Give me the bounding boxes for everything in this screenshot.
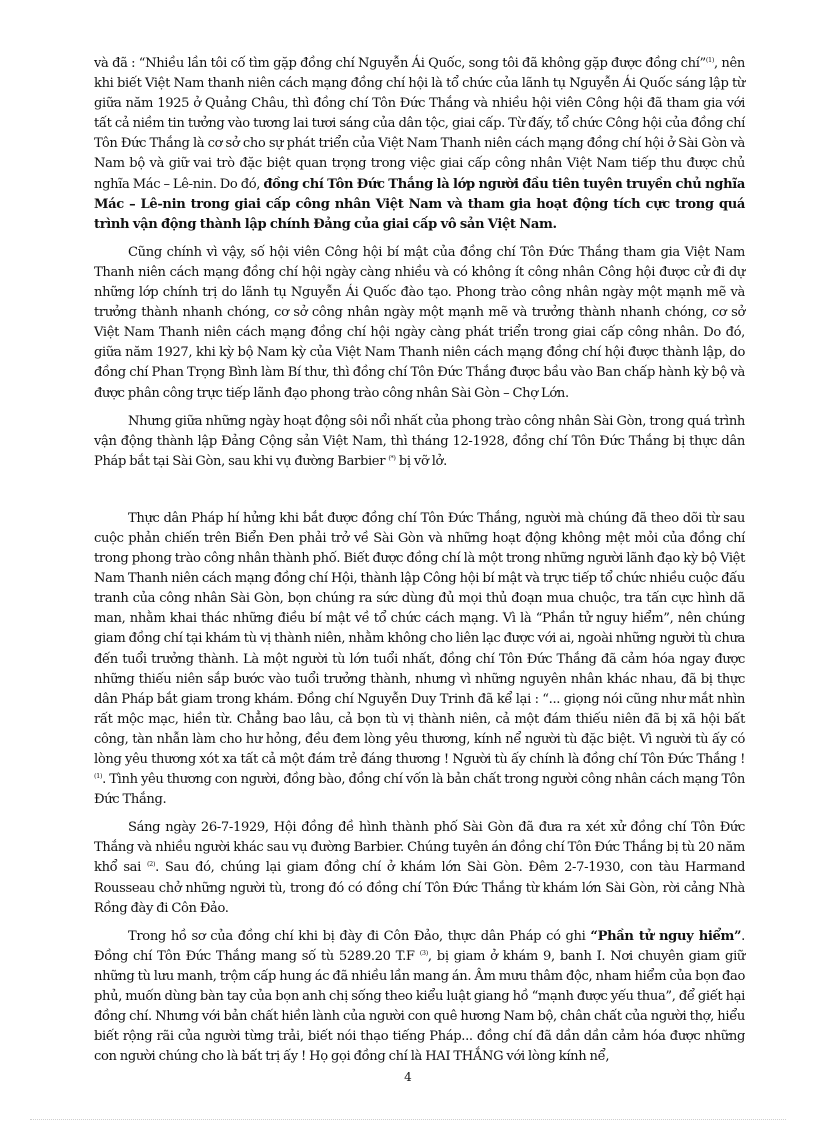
text-run: Nhưng giữa những ngày hoạt động sôi nổi nhất của phong trào công nhân Sài Gòn, trong quá trình vận động thành lập Đảng Cộng sản Việt Nam, thì tháng 12-1928, đồng chí Tôn Đức Thắng bị thực dân Pháp bắt tại Sài Gòn, sau khi vụ đường Barbier <box>94 413 745 469</box>
bold-text: “Phần tử nguy hiểm” <box>590 928 742 944</box>
text-run: Thực dân Pháp hí hửng khi bắt được đồng chí Tôn Đức Thắng, người mà chúng đã theo dõi từ sau cuộc phản chiến trên Biển Đen phải trở về Sài Gòn và những hoạt động không mệt mỏi của đồng chí trong phong trào công nhân thành phố. Biết được đồng chí là một trong những người lãnh đạo kỳ bộ Việt Nam Thanh niên cách mạng đồng chí Hội, thành lập Công hội bí mật và trực tiếp tổ chức nhiều cuộc đấu tranh của công nhân Sài Gòn, bọn chúng ra sức dùng đủ mọi thủ đoạn mua chuộc, tra tấn cực hình dã man, nhằm khai thác những điều bí mật về tổ chức cách mạng. Vì là “Phần tử nguy hiểm”, nên chúng giam đồng chí tại khám tù vị thành niên, nhằm không cho liên lạc được với ai, ngoài những người tù chưa đến tuổi trưởng thành. Là một người tù lớn tuổi nhất, đồng chí Tôn Đức Thắng đã cảm hóa ngay được những thiếu niên sắp bước vào tuổi trưởng thành, nhưng vì những nguyên nhân khác nhau, đã bị thực dân Pháp bắt giam trong khám. Đồng chí Nguyễn Duy Trinh đã kể lại : “... giọng nói cũng như mắt nhìn rất mộc mạc, hiền từ. Chẳng bao lâu, cả bọn tù vị thành niên, cả một đám thiếu niên đã bị xã hội bất công, tàn nhẫn làm cho hư hỏng, đều đem lòng yêu thương, kính nể người tù đặc biệt. Vì người tù ấy có lòng yêu thương xót xa tất cả một đám trẻ đáng thương ! Người tù ấy chính là đồng chí Tôn Đức Thắng ! <box>94 510 745 767</box>
paragraph-6 <box>94 927 745 1068</box>
page-bottom-rule <box>30 1119 786 1120</box>
text-run: Sáng ngày 26-7-1929, Hội đồng đề hình thành phố Sài Gòn đã đưa ra xét xử đồng chí Tôn Đức Thắng và nhiều người khác sau vụ đường Barbier. Chúng tuyên án đồng chí Tôn Đức Thắng bị tù 20 năm khổ sai <box>94 820 745 876</box>
text-run: , bị giam ở khám 9, banh I. Nơi chuyên giam giữ những tù lưu manh, trộm cấp hung ác đã nhiều lần mang án. Âm mưu thâm độc, nham hiểm của bọn đao phủ, muốn dùng bàn tay của bọn anh chị sống theo kiểu luật giang hồ “mạnh được yếu thua”, để giết hại đồng chí. Nhưng với bản chất hiền lành của người con quê hương Nam bộ, chân chất của người thợ, hiểu biết rộng rãi của người từng trải, biết nói thạo tiếng Pháp... đồng chí đã dần dần cảm hóa được những con người chúng cho là bất trị ấy ! Họ gọi đồng chí là HAI THẮNG với lòng kính nể, <box>94 948 745 1065</box>
document-body <box>94 54 745 1067</box>
text-run: . Sau đó, chúng lại giam đồng chí ở khám lớn Sài Gòn. Đêm 2-7-1930, con tàu Harmand Rousseau chở những người tù, trong đó có đồng chí Tôn Đức Thắng từ khám lớn Sài Gòn, rời cảng Nhà Rồng đày đi Côn Đảo. <box>94 860 746 916</box>
footnote-marker: (*) <box>388 453 396 462</box>
footnote-marker: (2) <box>146 860 156 869</box>
footnote-marker: (1) <box>94 772 103 781</box>
paragraph-2 <box>94 243 745 404</box>
text-run: và đã : “Nhiều lần tôi cố tìm gặp đồng chí Nguyễn Ái Quốc, song tôi đã không gặp được đồng chí” <box>94 56 706 71</box>
bold-text: đồng chí Tôn Đức Thắng là lớp người đầu tiên tuyên truyền chủ nghĩa Mác – Lê-nin trong giai cấp công nhân Việt Nam và tham gia hoạt động tích cực trong quá trình vận động thành lập chính Đảng của giai cấp vô sản Việt Nam. <box>94 176 745 232</box>
text-run: , nên khi biết Việt Nam thanh niên cách mạng đồng chí hội là tổ chức của lãnh tụ Nguyễn Ái Quốc sáng lập từ giữa năm 1925 ở Quảng Châu, thì đồng chí Tôn Đức Thắng và nhiều hội viên Công hội đã tham gia với tất cả niềm tin tưởng vào tương lai tươi sáng của dân tộc, giai cấp. Từ đấy, tổ chức Công hội của đồng chí Tôn Đức Thắng là cơ sở cho sự phát triển của Việt Nam Thanh niên cách mạng đồng chí hội ở Sài Gòn và Nam bộ và giữ vai trò đặc biệt quan trọng trong việc giai cấp công nhân Việt Nam tiếp thu được chủ nghĩa Mác – Lê-nin. Do đó, <box>94 56 745 192</box>
footnote-marker: (3) <box>419 948 428 957</box>
paragraph-1 <box>94 54 745 235</box>
text-run: Trong hồ sơ của đồng chí khi bị đày đi Côn Đảo, thực dân Pháp có ghi <box>128 928 591 944</box>
paragraph-5 <box>94 818 745 918</box>
text-run: . Tình yêu thương con người, đồng bào, đồng chí vốn là bản chất trong người công nhân cách mạng Tôn Đức Thắng. <box>94 772 745 808</box>
paragraph-4 <box>94 509 745 810</box>
page-number: 4 <box>404 1070 412 1084</box>
text-run: Cũng chính vì vậy, số hội viên Công hội bí mật của đồng chí Tôn Đức Thắng tham gia Việt Nam Thanh niên cách mạng đồng chí hội ngày càng nhiều và có không ít công nhân Công hội được cử đi dự những lớp chính trị do lãnh tụ Nguyễn Ái Quốc đào tạo. Phong trào công nhân ngày một mạnh mẽ và trưởng thành nhanh chóng, cơ sở công nhân ngày một mạnh mẽ và trưởng thành nhanh chóng, cơ sở Việt Nam Thanh niên cách mạng đồng chí hội ngày càng phát triển trong giai cấp công nhân. Do đó, giữa năm 1927, khi kỳ bộ Nam kỳ của Việt Nam Thanh niên cách mạng đồng chí hội được thành lập, do đồng chí Phan Trọng Bình làm Bí thư, thì đồng chí Tôn Đức Thắng được bầu vào Ban chấp hành kỳ bộ và được phân công trực tiếp lãnh đạo phong trào công nhân Sài Gòn – Chợ Lớn. <box>94 244 745 401</box>
paragraph-3 <box>94 412 745 472</box>
text-run: bị vỡ lở. <box>395 453 447 469</box>
text-run: . Đồng chí Tôn Đức Thắng mang số tù 5289.20 T.F <box>94 928 745 964</box>
footnote-marker: (1) <box>705 56 715 64</box>
